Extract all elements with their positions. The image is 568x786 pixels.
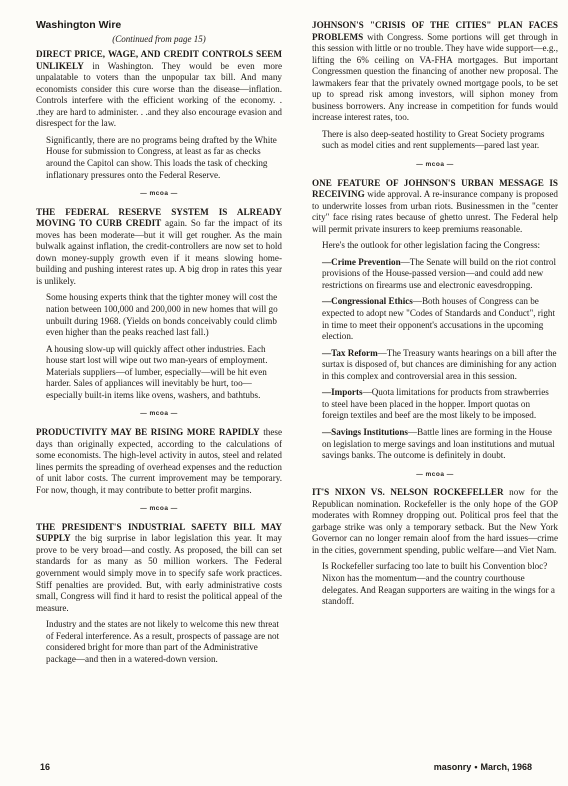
footer-publication xyxy=(434,762,532,772)
outlook-item xyxy=(312,427,558,462)
continued-note: (Continued from page 15) xyxy=(112,33,206,44)
outlook-item-text: —Battle lines are forming in the House on legislation to merge savings and loan institutions and mutual savings banks. The outcome is definitely in doubt. xyxy=(322,426,555,461)
article-paragraph: Significantly, there are no programs being drafted by the White House for submission to Congress, at least as far as checks around the Capitol can show. This loads the task of checking inflationary pressures onto the Federal Reserve. xyxy=(46,134,277,180)
article-paragraph xyxy=(36,49,282,130)
outlook-item xyxy=(312,348,558,383)
article-headline: JOHNSON'S "CRISIS OF THE CITIES" PLAN FACES PROBLEMS xyxy=(312,20,558,42)
article-paragraph xyxy=(312,178,558,236)
article-headline: THE FEDERAL RESERVE SYSTEM IS ALREADY MOVING TO CURB CREDIT xyxy=(36,206,282,229)
article-paragraph: Some housing experts think that the tighter money will cost the nation between 100,000 and 200,000 in new homes that will go unbuilt during 1968. (Yields on bonds conceivably could climb even higher than the peaks reached last fall.) xyxy=(46,292,278,338)
magazine-name: masonry xyxy=(433,762,472,772)
outlook-item-heading: —Crime Prevention xyxy=(322,256,401,267)
outlook-item-text: —The Senate will build on the riot control provisions of the House-passed version—and could add new restrictions on firearms use and electronic eavesdropping. xyxy=(322,256,556,290)
outlook-item-heading: —Congressional Ethics xyxy=(322,296,413,307)
article-paragraph xyxy=(36,207,282,288)
article-paragraph: Industry and the states are not likely to welcome this new threat of Federal interference. As a result, prospects of passage are not considered bright for more than part of the Administrative package—and then in a watered-down version. xyxy=(46,619,280,664)
article-paragraph xyxy=(36,427,282,496)
outlook-item xyxy=(312,257,558,292)
article-paragraph xyxy=(312,20,558,124)
right-column xyxy=(312,20,558,613)
outlook-item-heading: —Savings Institutions xyxy=(322,426,408,437)
outlook-item-text: —The Treasury wants hearings on a bill after the surtax is disposed of, but chances are diminishing for any action in this complex and controversial area in this session. xyxy=(322,347,557,381)
paragraph-text: with Congress. Some portions will get through in this session with little or no trouble. They have wide support—e.g., lifting the 6% ceiling on VA-FHA mortgages. But important Congressmen question the financing of another new proposal. The lawmakers fear that the privately owned mortgage pools, to be set up to spread risk among investors, will siphon money from business borrowers. Any increase in competition for funds would increase interest rates, too. xyxy=(312,31,558,123)
article-paragraph xyxy=(312,487,558,556)
section-separator: — mcoa — xyxy=(416,470,454,478)
paragraph-text: wide approval. A re-insurance company is proposed to underwrite losses from urban riots. Businessmen in the "center city" face rising rates because of ghetto unrest. The Federal help will permit private insurers to keep premiums reasonable. xyxy=(312,189,558,234)
outlook-item xyxy=(312,296,558,342)
left-column xyxy=(36,20,282,670)
page-number: 16 xyxy=(40,762,51,772)
bullet-separator: • xyxy=(474,762,478,772)
paragraph-text: the big surprise in labor legislation this year. It may prove to be very broad—and costly. As proposed, the bill can set standards for as many as 50 million workers. The Federal government would simply move in to specify safe work practices. Stiff penalties are provided. But, with early administrative costs small, Congress will find it hard to resist the political appeal of the measure. xyxy=(36,533,282,613)
section-title: Washington Wire xyxy=(36,19,122,31)
section-separator: — mcoa — xyxy=(140,505,178,513)
article-headline: ONE FEATURE OF JOHNSON'S URBAN MESSAGE IS RECEIVING xyxy=(312,177,558,200)
article-headline: PRODUCTIVITY MAY BE RISING MORE RAPIDLY xyxy=(36,426,260,437)
article-paragraph: A housing slow-up will quickly affect other industries. Each house start lost will wipe out two man-years of employment. Materials suppliers—of lumber, especially—will be hit even harder. Sales of appliances will inevitably be hurt, too— especially built-in items like ovens, washers, and bathtubs. xyxy=(46,343,268,400)
section-separator: — mcoa — xyxy=(416,161,454,169)
article-headline: IT'S NIXON VS. NELSON ROCKEFELLER xyxy=(312,487,504,498)
paragraph-text: now for the Republican nomination. Rockefeller is the only hope of the GOP moderates with Romney dropping out. Political pros feel that the garbage strike was only a temporary setback. But the New York Governor can no longer remain aloof from the hard issues—crime in the cities, government spending, public welfare—and Viet Nam. xyxy=(312,487,558,555)
article-headline: DIRECT PRICE, WAGE, AND CREDIT CONTROLS SEEM UNLIKELY xyxy=(36,49,282,71)
article-paragraph: Is Rockefeller surfacing too late to built his Convention bloc? Nixon has the momentum—and the country courthouse delegates. And Reagan supporters are waiting in the wings for a standoff. xyxy=(322,561,555,607)
outlook-item-heading: —Tax Reform xyxy=(322,347,378,358)
issue-date: March, 1968 xyxy=(480,762,532,772)
paragraph-text: in Washington. They would be even more unpalatable to voters than the unpopular tax bill. And many economists consider this cure worse than the disease—inflation. Controls interfere with the efficient working of the economy. . .they are hard to administer. . .and they also encourage evasion and disrespect for the law. xyxy=(36,60,282,129)
article-paragraph xyxy=(36,522,282,614)
article-headline: THE PRESIDENT'S INDUSTRIAL SAFETY BILL MAY SUPPLY xyxy=(36,521,282,544)
outlook-item-text: —Quota limitations for products from strawberries to steel have been placed in the hopper. Import quotas on foreign textiles and beef are the most likely to be imposed. xyxy=(322,387,549,421)
section-separator: — mcoa — xyxy=(140,190,178,198)
outlook-item xyxy=(312,387,558,422)
article-paragraph: Here's the outlook for other legislation facing the Congress: xyxy=(322,240,541,251)
paragraph-text: again. So far the impact of its moves has been moderate—but it will get rougher. As the main bulwalk against inflation, the credit-controllers are now set to hold down money-supply growth even if it means slowing home-building and pushing interest rates up. A big drop in rates this year is unlikely. xyxy=(36,218,282,286)
outlook-item-text: —Both houses of Congress can be expected to adopt new "Codes of Standards and Conduct", right in time to meet their opponent's accusations in the upcoming election. xyxy=(322,296,555,342)
section-separator: — mcoa — xyxy=(140,410,178,418)
paragraph-text: these days than originally expected, according to the calculations of some economists. The high-level activity in autos, steel and related lines permits the spreading of overhead expenses and the reduction of unit labor costs. The current improvement may be temporary. For now, though, it may contribute to better profit margins. xyxy=(36,426,282,495)
outlook-item-heading: —Imports xyxy=(322,387,363,398)
article-paragraph: There is also deep-seated hostility to Great Society programs such as model cities and rent supplements—pared last year. xyxy=(322,128,545,151)
